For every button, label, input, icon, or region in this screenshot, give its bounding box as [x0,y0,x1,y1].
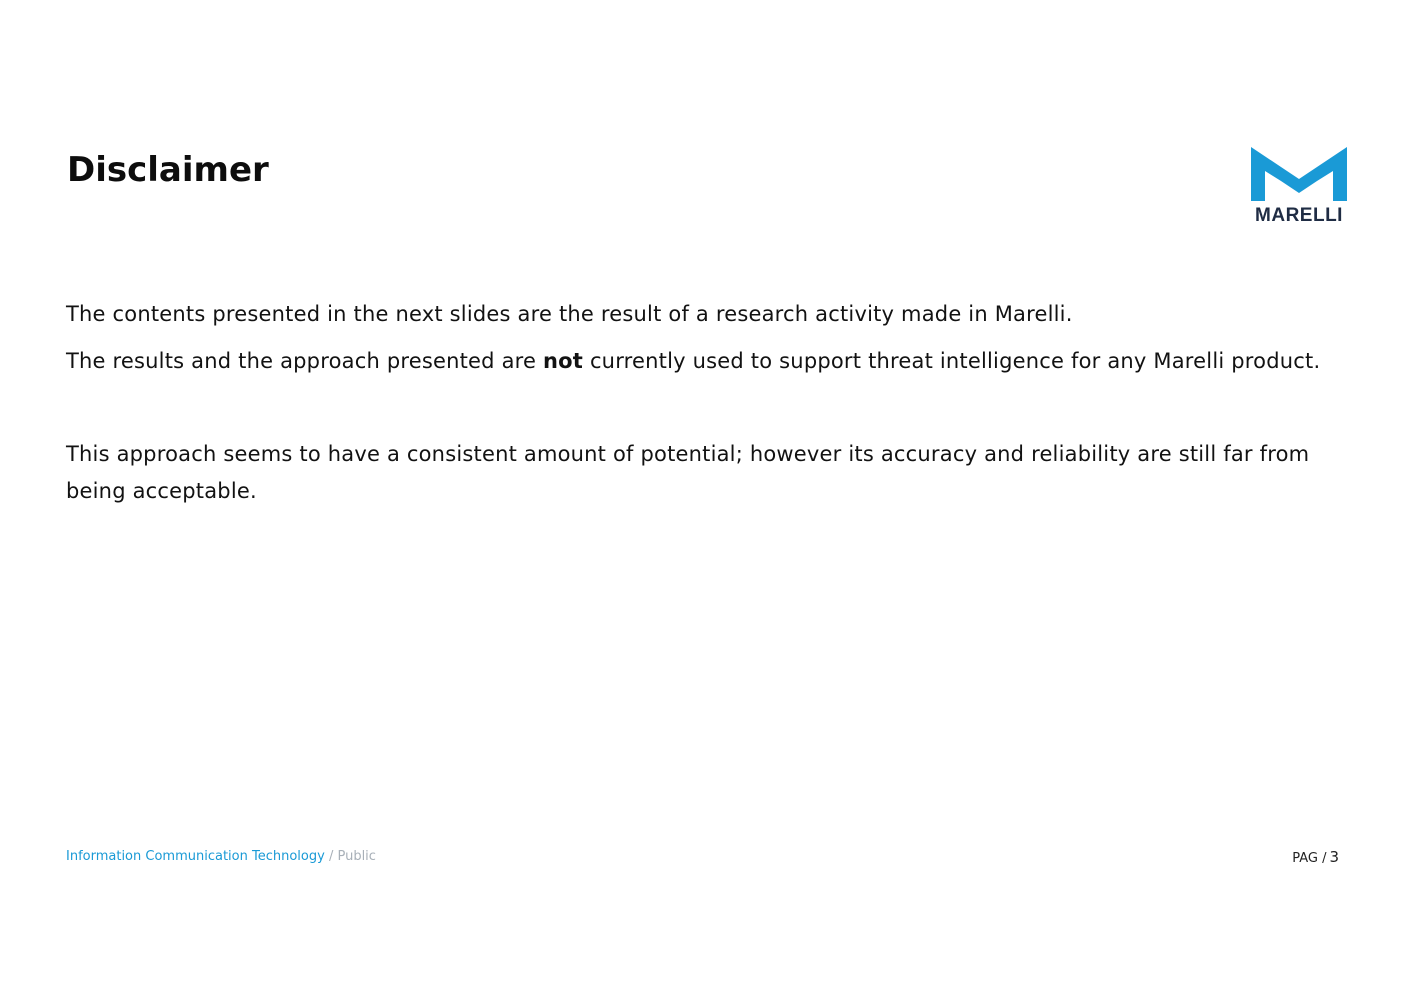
marelli-logo [1249,145,1349,229]
paragraph-potential: This approach seems to have a consistent amount of potential; however its accuracy and reliability are still far from being acceptable. [66,442,1310,503]
page-label: PAG / [1292,851,1327,866]
paragraph-not-used-end: currently used to support threat intelligence for any Marelli product. [583,349,1321,373]
paragraph-not-used [66,343,1326,380]
footer-classification [66,848,376,866]
page-number: 3 [1329,848,1339,866]
paragraph-research-activity: The contents presented in the next slides are the result of a research activity made in Marelli. [66,302,1073,326]
footer-classification-level: Public [337,849,376,864]
footer-separator: / [324,849,338,864]
marelli-m-logo-icon [1249,145,1349,203]
slide-title: Disclaimer [67,150,269,190]
footer-department: Information Communication Technology [66,849,325,864]
marelli-wordmark: MARELLI [1255,205,1343,226]
disclaimer-body [66,296,1326,510]
page-indicator [1292,847,1339,869]
emphasis-not: not [543,349,584,373]
paragraph-not-used-start: The results and the approach presented are [66,349,544,373]
